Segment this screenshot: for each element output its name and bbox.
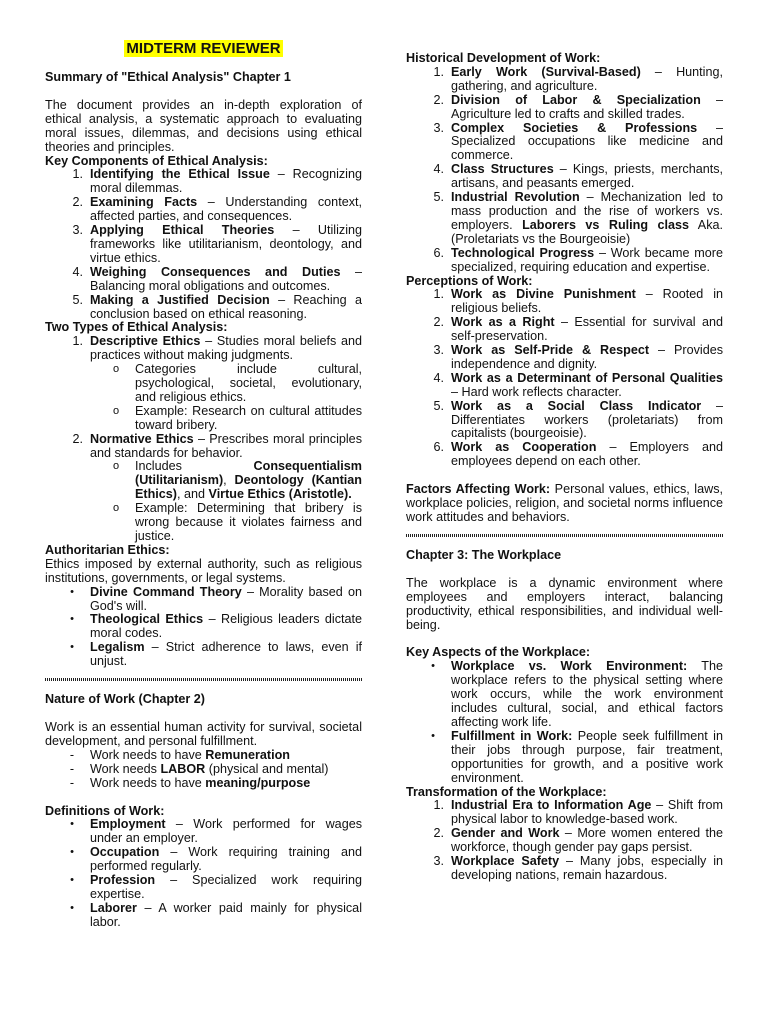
list-item: 3. Work as Self-Pride & Respect – Provides independence and dignity. (433, 343, 723, 371)
sub-item: o Example: Determining that bribery is wrong because it violates fairness and justice. (113, 501, 362, 543)
aspects-heading: Key Aspects of the Workplace: (406, 645, 591, 660)
list-item: • Workplace vs. Work Environment: The workplace refers to the physical setting where work occurs, while the work environment includes cultural, social, and ethical factors affecting work life. (431, 659, 723, 729)
list-item: 1. Industrial Era to Information Age – Shift from physical labor to knowledge-based work. (433, 798, 724, 827)
factors-paragraph: Factors Affecting Work: Personal values, ethics, laws, workplace policies, religion, and societal norms influence work attitudes and behaviors. (406, 482, 724, 524)
list-item-normative-ethics: 2. Normative Ethics – Prescribes moral principles and standards for behavior. (72, 431, 362, 460)
list-item: 3. Workplace Safety – Many jobs, especially in developing nations, remain hazardous. (433, 854, 724, 882)
title-wrap (45, 40, 362, 57)
authoritarian-intro: Ethics imposed by external authority, such as religious institutions, governments, or legal systems. (45, 556, 362, 585)
sub-item: o Categories include cultural, psychological, societal, evolutionary, and religious ethics. (113, 362, 362, 404)
needs-list (45, 749, 362, 791)
nature-heading: Nature of Work (Chapter 2) (45, 692, 206, 707)
perceptions-heading: Perceptions of Work: (406, 273, 533, 288)
list-item: • Theological Ethics – Religious leaders dictate moral codes. (70, 612, 362, 641)
list-item: 6. Work as Cooperation – Employers and employees depend on each other. (433, 440, 723, 469)
types-list (45, 335, 362, 544)
list-item: 1. Work as Divine Punishment – Rooted in religious beliefs. (433, 287, 723, 316)
authoritarian-list (45, 586, 362, 669)
list-item: 2. Examining Facts – Understanding context, affected parties, and consequences. (72, 195, 362, 224)
list-item: 6. Technological Progress – Work became more specialized, requiring education and expertise. (433, 245, 723, 274)
list-item: 3. Applying Ethical Theories – Utilizing frameworks like utilitarianism, deontology, and virtue ethics. (72, 223, 362, 265)
list-item: • Employment – Work performed for wages under an employer. (70, 817, 362, 846)
list-item: 2. Division of Labor & Specialization – Agriculture led to crafts and skilled trades. (433, 92, 723, 121)
list-item: • Fulfillment in Work: People seek fulfillment in their jobs through purpose, fair treatment, opportunities for growth, and a positive work environment. (431, 728, 723, 785)
list-item: 1. Early Work (Survival-Based) – Hunting, gathering, and agriculture. (433, 64, 723, 93)
intro-paragraph: The document provides an in-depth exploration of ethical analysis, a systematic approach to evaluating moral issues, dilemmas, and decisions using ethical theories and principles. (45, 97, 362, 154)
left-column (45, 40, 362, 930)
list-item-descriptive-ethics: 1. Descriptive Ethics – Studies moral beliefs and practices without making judgments. (72, 334, 362, 363)
key-components-list (45, 168, 362, 321)
list-item: • Divine Command Theory – Morality based on God's will. (70, 584, 362, 613)
definitions-list (45, 818, 362, 929)
list-item: 5. Making a Justified Decision – Reaching a conclusion based on ethical reasoning. (72, 292, 362, 321)
key-components-heading: Key Components of Ethical Analysis: (45, 153, 268, 168)
nature-intro: Work is an essential human activity for survival, societal development, and personal fulfillment. (45, 719, 362, 748)
list-item: 4. Class Structures – Kings, priests, merchants, artisans, and peasants emerged. (433, 162, 724, 191)
list-item: • Legalism – Strict adherence to laws, even if unjust. (70, 640, 362, 669)
sub-item: o Example: Research on cultural attitudes toward bribery. (113, 403, 362, 432)
list-item: - Work needs to have meaning/purpose (69, 775, 311, 790)
types-heading: Two Types of Ethical Analysis: (45, 320, 228, 335)
transformation-heading: Transformation of the Workplace: (406, 784, 607, 799)
right-column (406, 52, 723, 883)
summary-heading: Summary of "Ethical Analysis" Chapter 1 (45, 70, 291, 84)
chapter3-intro: The workplace is a dynamic environment where employees and employers interact, balancing productivity, ethical responsibilities, and individual well-being. (406, 575, 723, 632)
page-title: MIDTERM REVIEWER (126, 40, 281, 57)
list-item: 5. Work as a Social Class Indicator – Differentiates workers (proletariats) from capitalists (bourgeoisie). (433, 398, 723, 441)
perceptions-list (406, 288, 723, 469)
list-item: 5. Industrial Revolution – Mechanization led to mass production and the rise of workers vs. employers. Laborers vs Ruling class Aka. (Proletariats vs the Bourgeoisie) (433, 190, 723, 246)
list-item: - Work needs LABOR (physical and mental) (69, 761, 329, 776)
transformation-list (406, 799, 723, 882)
list-item: 4. Weighing Consequences and Duties – Balancing moral obligations and outcomes. (72, 264, 362, 293)
list-item: • Occupation – Work requiring training and performed regularly. (70, 845, 362, 874)
list-item: 2. Gender and Work – More women entered the workforce, though gender pay gaps persist. (433, 826, 723, 855)
history-heading: Historical Development of Work: (406, 51, 601, 65)
chapter3-heading: Chapter 3: The Workplace (406, 547, 562, 562)
history-list (406, 66, 723, 275)
definitions-heading: Definitions of Work: (45, 803, 165, 818)
list-item: • Laborer – A worker paid mainly for physical labor. (70, 900, 362, 929)
aspects-list (406, 660, 723, 785)
authoritarian-heading: Authoritarian Ethics: (45, 542, 170, 557)
divider (45, 678, 362, 681)
list-item: - Work needs to have Remuneration (69, 747, 290, 762)
list-item: 3. Complex Societies & Professions – Specialized occupations like medicine and commerce. (433, 120, 723, 163)
list-item: 1. Identifying the Ethical Issue – Recognizing moral dilemmas. (72, 167, 362, 196)
divider (406, 534, 723, 537)
sub-item: o Includes Consequentialism (Utilitarianism), Deontology (Kantian Ethics), and Virtue Ethics (Aristotle). (113, 459, 362, 502)
list-item: • Profession – Specialized work requiring expertise. (70, 873, 362, 901)
list-item: 4. Work as a Determinant of Personal Qualities – Hard work reflects character. (433, 370, 723, 399)
list-item: 2. Work as a Right – Essential for survival and self-preservation. (433, 315, 723, 344)
